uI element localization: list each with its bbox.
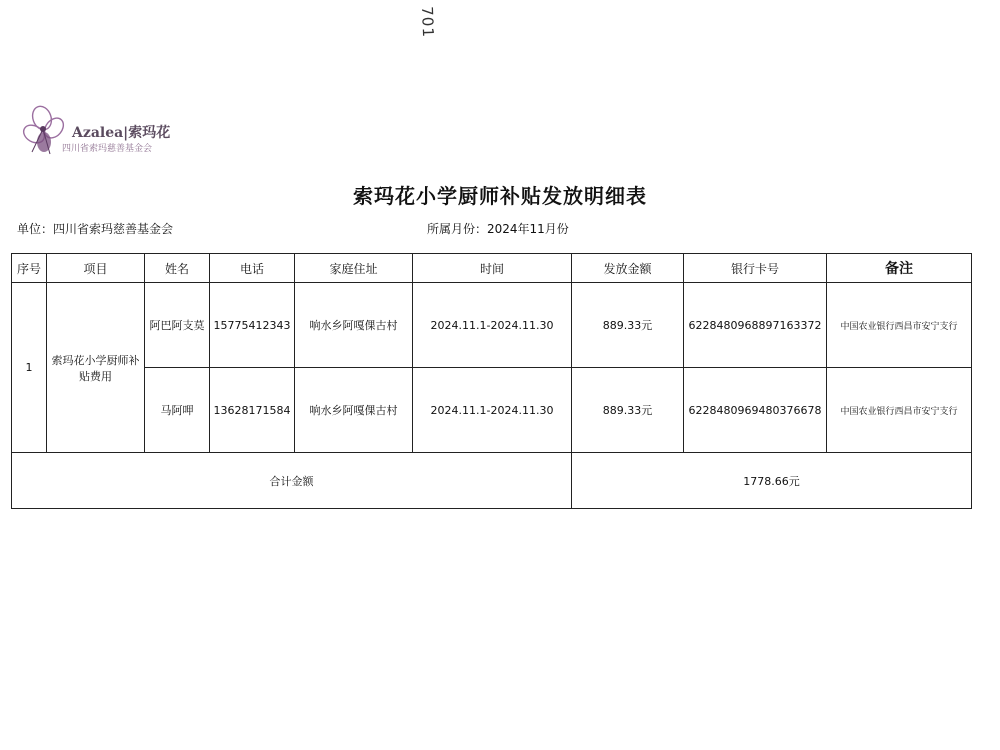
col-header-address: 家庭住址 <box>295 254 413 283</box>
name-cell: 马阿呷 <box>145 368 210 453</box>
project-cell: 索玛花小学厨师补贴费用 <box>47 283 145 453</box>
col-header-amount: 发放金额 <box>572 254 684 283</box>
logo-subtitle: 四川省索玛慈善基金会 <box>62 144 153 154</box>
card-cell: 6228480969480376678 <box>684 368 827 453</box>
table-row <box>12 368 972 453</box>
month-line: 所属月份：2024年11月份 <box>427 222 569 236</box>
total-row <box>12 453 972 509</box>
seq-cell: 1 <box>12 283 47 453</box>
col-header-phone: 电话 <box>210 254 295 283</box>
subsidy-table <box>11 253 972 509</box>
col-header-seq: 序号 <box>12 254 47 283</box>
col-header-project: 项目 <box>47 254 145 283</box>
total-label: 合计金额 <box>12 453 572 509</box>
col-header-period: 时间 <box>413 254 572 283</box>
note-cell: 中国农业银行西昌市安宁支行 <box>827 283 972 368</box>
handwritten-mark: 701 <box>418 6 438 39</box>
unit-line: 单位：四川省索玛慈善基金会 <box>17 222 174 236</box>
address-cell: 响水乡阿嘎倮古村 <box>295 283 413 368</box>
name-cell: 阿巴阿支莫 <box>145 283 210 368</box>
logo-title: Azalea|索玛花 <box>72 125 171 141</box>
table-header-row <box>12 254 972 283</box>
col-header-card: 银行卡号 <box>684 254 827 283</box>
note-cell: 中国农业银行西昌市安宁支行 <box>827 368 972 453</box>
card-cell: 6228480968897163372 <box>684 283 827 368</box>
phone-cell: 13628171584 <box>210 368 295 453</box>
amount-cell: 889.33元 <box>572 368 684 453</box>
table-row <box>12 283 972 368</box>
total-value: 1778.66元 <box>572 453 972 509</box>
period-cell: 2024.11.1-2024.11.30 <box>413 368 572 453</box>
period-cell: 2024.11.1-2024.11.30 <box>413 283 572 368</box>
amount-cell: 889.33元 <box>572 283 684 368</box>
address-cell: 响水乡阿嘎倮古村 <box>295 368 413 453</box>
col-header-notes: 备注 <box>827 254 972 283</box>
foundation-logo <box>22 104 202 164</box>
document-title: 索玛花小学厨师补贴发放明细表 <box>353 184 647 208</box>
phone-cell: 15775412343 <box>210 283 295 368</box>
col-header-name: 姓名 <box>145 254 210 283</box>
